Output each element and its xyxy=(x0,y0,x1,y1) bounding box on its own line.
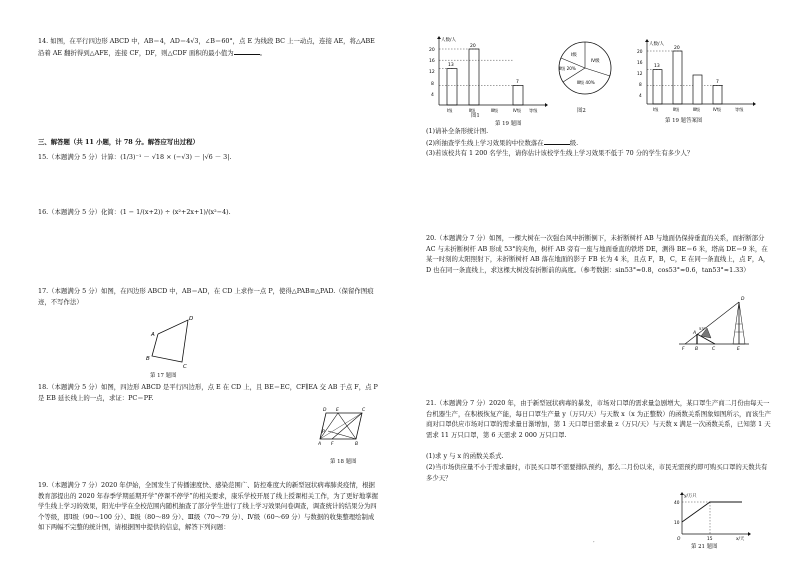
svg-text:P: P xyxy=(322,430,325,435)
svg-text:F: F xyxy=(682,347,685,352)
svg-text:13: 13 xyxy=(654,64,660,69)
question-19: 19.（本题满分 7 分）2020 年伊始，全国发生了传播速度快、感染范围广、防控难度大的新型冠状病毒肺炎疫情，根据教育部提出的 2020 年春季学期延期开学“停课不停学”的相关要求，康乐学校开展了线上授课相关工作，为了更好地掌握学生线上学习的效果，阳光中学在全校范围内随机抽查了部分学生进行了线上学习效果问卷调查，调查统计的结果分为四个等级，即Ⅰ级（90～100 分）、Ⅱ级（80～89 分）、Ⅲ级（70～79 分）、Ⅳ级（60～69 分）与数据的收集整理绘制成如下两幅不完整的统计图，请根据图中提供的信息，解答下列问题： xyxy=(38,481,378,531)
question-19-part-2: (2)所抽查学生线上学习效果的中位数落在 级. xyxy=(426,139,579,147)
question-18: 18.（本题满分 5 分）如图，四边形 ABCD 是平行四边形，点 E 在 CD 上，且 BE＝EC，CF∥EA 交 AB 于点 F，点 P 是 EB 延长线上的一点，求证：PC＝PF. xyxy=(38,383,378,402)
label-c: C xyxy=(183,364,187,370)
page-marker: · xyxy=(593,540,595,546)
svg-text:等级: 等级 xyxy=(529,108,538,113)
svg-text:Ⅱ级: Ⅱ级 xyxy=(469,108,476,113)
svg-text:12: 12 xyxy=(429,70,435,75)
svg-text:C: C xyxy=(712,347,716,352)
figure-19-bar-chart-1 xyxy=(419,35,549,117)
svg-text:7: 7 xyxy=(716,80,719,85)
svg-text:Ⅲ级: Ⅲ级 xyxy=(491,108,499,113)
svg-text:20: 20 xyxy=(429,48,435,53)
svg-text:人数/人: 人数/人 xyxy=(649,42,665,47)
svg-text:B: B xyxy=(355,442,359,445)
svg-text:20: 20 xyxy=(637,50,643,55)
svg-text:40: 40 xyxy=(674,501,680,506)
figure-17 xyxy=(140,312,200,372)
question-21: 21.（本题满分 7 分）2020 年，由于新型冠状病毒的暴发，市场对口罩的需求量急剧增大，某口罩生产商二月份由每天一台机器生产，在积极恢复产能，每日口罩生产量 y（万只/天）与天数 x（x 为正整数）的函数关系图象如图所示，而该生产商对口罩供应市场对口罩的需求量日渐增加，第 1 天口罩日需求量 z（万只/天）与天数 x 满足一次函数关系，已知第 1 天需求 11 万只口罩，第 6 天需求 2 000 万只口罩. xyxy=(426,399,771,439)
svg-text:C: C xyxy=(362,408,366,413)
svg-text:y/万只: y/万只 xyxy=(684,494,697,499)
figure-17-caption: 第 17 题图 xyxy=(150,373,177,379)
question-19-part-3: (3)若该校共有 1 200 名学生，请你估计该校学生线上学习效果不低于 70 分的学生有多少人？ xyxy=(426,149,694,157)
svg-text:12: 12 xyxy=(637,72,643,77)
svg-text:4: 4 xyxy=(431,93,434,98)
svg-text:Ⅳ级: Ⅳ级 xyxy=(713,107,722,112)
svg-text:E: E xyxy=(336,408,339,413)
svg-text:13: 13 xyxy=(448,63,454,68)
svg-text:Ⅰ级: Ⅰ级 xyxy=(447,108,453,113)
figure-19-answer-bar-chart xyxy=(629,38,759,118)
svg-text:16: 16 xyxy=(637,61,643,66)
figure-20 xyxy=(677,292,753,354)
svg-text:A: A xyxy=(693,331,697,336)
figure-19-answer-caption: 第 19 题答案图 xyxy=(665,118,703,124)
right-page xyxy=(397,0,794,584)
figure-19-1-caption: 图1 xyxy=(471,113,480,119)
svg-text:8: 8 xyxy=(431,82,434,87)
svg-text:D: D xyxy=(323,408,327,413)
svg-text:Ⅱ级: Ⅱ级 xyxy=(673,107,680,112)
svg-text:F: F xyxy=(331,442,334,445)
section-heading: 三、解答题（共 11 小题，计 78 分。解答应写出过程） xyxy=(38,138,199,146)
label-b: B xyxy=(146,356,150,362)
svg-text:E: E xyxy=(737,347,740,352)
question-17: 17.（本题满分 5 分）如图，在四边形 ABCD 中，AB＝AD，在 CD 上求作一点 P，使得△PAB≌△PAD.（保留作图痕迹，不写作法） xyxy=(38,287,374,306)
figure-19-pie-chart xyxy=(555,36,621,108)
question-20: 20.（本题满分 7 分）如图，一棵大树在一次强台风中折断倒下，未折断树杆 AB 与地面仍保持垂直的关系，而折断部分 AC 与未折断树杆 AB 形成 53°的夹角，树杆 AB 旁有一座与地面垂直的铁塔 DE，测得 BE＝6 米，塔高 DE＝9 米，在某一时刻的太阳照射下，未折断树杆 AB 落在地面的影子 FB 长为 4 米，且点 F，B，C，E 在同一条直线上，点 F，A，D 也在同一条直线上，求这棵大树没有折断前的高度。（参考数据：sin53°≈0.8，cos53°≈0.6，tan53°≈1.33） xyxy=(426,234,770,274)
answer-blank xyxy=(234,47,260,55)
svg-text:8: 8 xyxy=(639,83,642,88)
svg-text:Ⅳ级: Ⅳ级 xyxy=(513,108,522,113)
svg-text:Ⅱ级 20%: Ⅱ级 20% xyxy=(559,66,576,71)
svg-text:A: A xyxy=(318,442,322,445)
svg-text:7: 7 xyxy=(516,80,519,85)
svg-text:B: B xyxy=(695,347,699,352)
svg-text:16: 16 xyxy=(429,59,435,64)
figure-21-caption: 第 21 题图 xyxy=(691,544,718,550)
svg-text:x/天: x/天 xyxy=(736,537,745,542)
svg-text:15: 15 xyxy=(707,537,713,542)
svg-text:20: 20 xyxy=(674,46,680,51)
question-21-part-2: (2)当市场供应量不小于需求量时，市民买口罩不需要排队预约，那么二月份以来，市民无需预约即可购买口罩的天数共有多少天？ xyxy=(426,463,768,482)
figure-18 xyxy=(318,403,368,445)
question-16: 16.（本题满分 5 分）化简：(1 − 1/(x+2)) ÷ (x²+2x+1)/(x²−4). xyxy=(38,208,231,216)
figure-18-caption: 第 18 题图 xyxy=(330,459,357,465)
svg-text:人数/人: 人数/人 xyxy=(441,38,457,43)
question-21-part-1: (1)求 y 与 x 的函数关系式. xyxy=(426,452,504,460)
question-15: 15.（本题满分 5 分）计算：(1/3)⁻¹ － √18 × (−√3) － |√6 － 3|. xyxy=(38,153,232,161)
figure-19-2-caption: 图2 xyxy=(577,108,586,114)
label-d: D xyxy=(189,316,194,322)
svg-text:D: D xyxy=(741,297,745,302)
svg-text:Ⅰ级: Ⅰ级 xyxy=(653,107,659,112)
figure-21 xyxy=(674,492,754,542)
question-19-part-1: (1)请补全条形统计图. xyxy=(426,127,489,135)
label-a: A xyxy=(151,332,155,338)
svg-text:Ⅳ级: Ⅳ级 xyxy=(591,59,600,64)
svg-text:53°: 53° xyxy=(699,326,706,331)
answer-blank xyxy=(544,137,570,145)
question-14: 14. 如图，在平行四边形 ABCD 中，AB＝4，AD＝4√3，∠B＝60°，点 E 为线段 BC 上一动点，连接 AE，将△ABE 沿着 AE 翻折得到△AFE，连接 CF，DF，则△CDF 面积的最小值为 。 xyxy=(38,37,375,57)
svg-text:20: 20 xyxy=(470,44,476,49)
svg-text:Ⅲ级 40%: Ⅲ级 40% xyxy=(577,80,595,85)
figure-19-caption: 第 19 题图 xyxy=(495,121,522,127)
svg-text:Ⅲ级: Ⅲ级 xyxy=(693,107,701,112)
svg-text:4: 4 xyxy=(639,94,642,99)
svg-text:等级: 等级 xyxy=(735,107,744,112)
svg-text:10: 10 xyxy=(674,521,680,526)
svg-text:O: O xyxy=(677,537,681,542)
svg-text:Ⅰ级: Ⅰ级 xyxy=(571,53,577,58)
